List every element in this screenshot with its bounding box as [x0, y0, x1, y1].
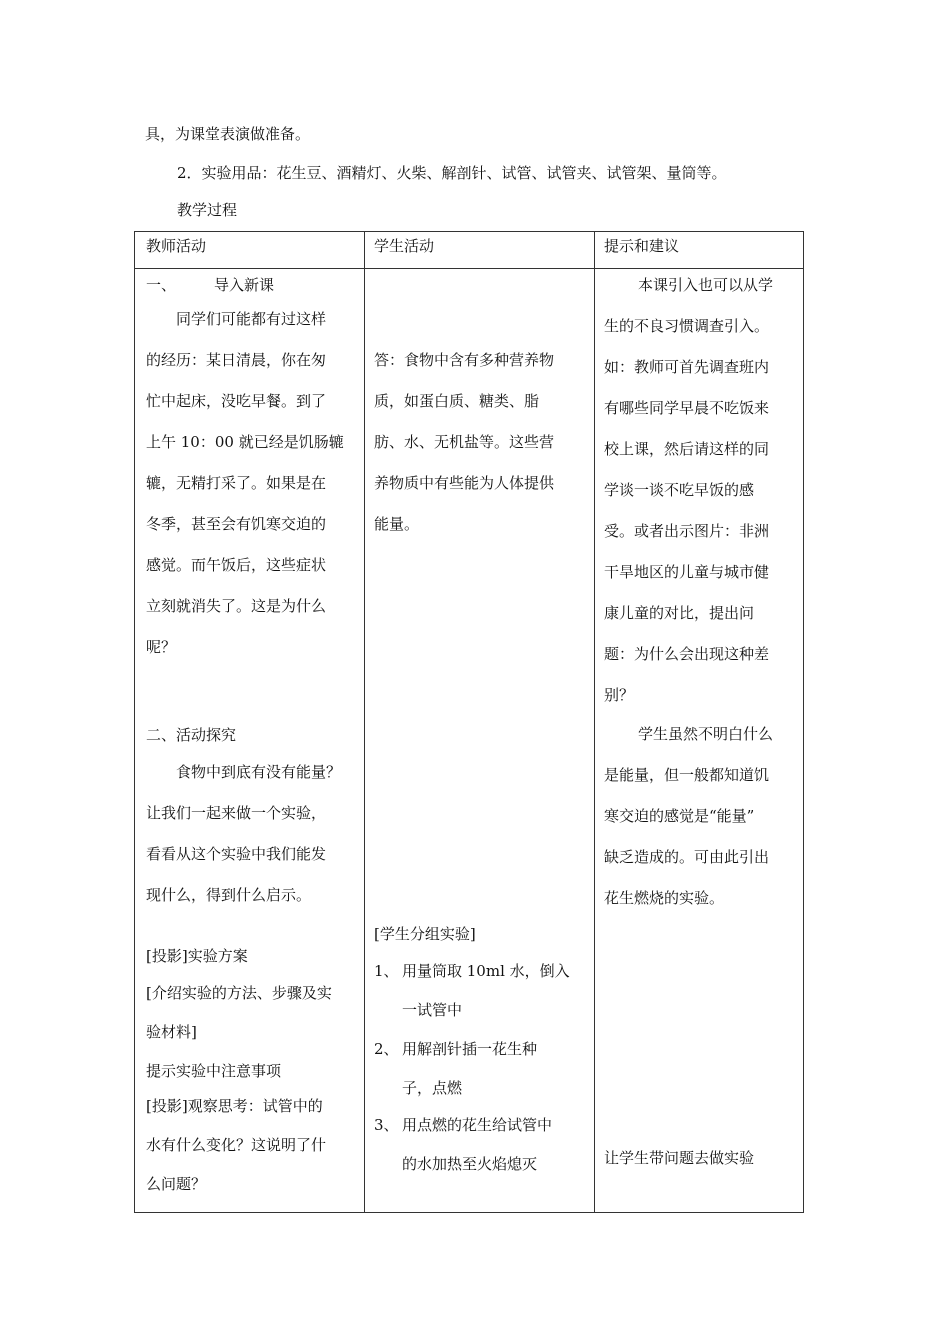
teacher-text-line: 让我们一起来做一个实验，: [146, 804, 327, 822]
header-divider: [135, 268, 803, 269]
column-divider: [364, 232, 365, 1212]
student-answer-line: 能量。: [374, 515, 420, 533]
teacher-text-line: 立刻就消失了。这是为什么: [146, 597, 327, 615]
student-answer-line: 养物质中有些能为人体提供: [374, 474, 555, 492]
tips-text-line: 校上课，然后请这样的同: [604, 440, 770, 458]
tips-text-line: 学生虽然不明白什么: [638, 725, 774, 743]
step-number: 1、: [374, 962, 399, 980]
teacher-text-line: 同学们可能都有过这样: [176, 310, 327, 328]
teacher-item-line: 么问题？: [146, 1175, 207, 1193]
teacher-text-line: 冬季，甚至会有饥寒交迫的: [146, 515, 327, 533]
tips-text-line: 学谈一谈不吃早饭的感: [604, 481, 755, 499]
tips-text-line: 受。或者出示图片：非洲: [604, 522, 770, 540]
header-student-activity: 学生活动: [374, 237, 435, 255]
step-text-line: 用点燃的花生给试管中: [402, 1116, 553, 1134]
intro-line-1: 具，为课堂表演做准备。: [145, 125, 311, 143]
tips-text-line: 康儿童的对比，提出问: [604, 604, 755, 622]
teacher-text-line: 看看从这个实验中我们能发: [146, 845, 327, 863]
header-tips: 提示和建议: [604, 237, 680, 255]
lesson-table: [134, 231, 804, 1213]
tips-text-line: 如：教师可首先调查班内: [604, 358, 770, 376]
step-text-line: 的水加热至火焰熄灭: [402, 1155, 538, 1173]
tips-text-line: 本课引入也可以从学: [638, 276, 774, 294]
tips-text-line: 让学生带问题去做实验: [604, 1149, 755, 1167]
student-answer-line: 质，如蛋白质、糖类、脂: [374, 392, 540, 410]
tips-text-line: 生的不良习惯调查引入。: [604, 317, 770, 335]
teacher-text-line: 忙中起床，没吃早餐。到了: [146, 392, 327, 410]
tips-text-line: 寒交迫的感觉是“能量”: [604, 807, 755, 825]
teacher-text-line: 辘，无精打采了。如果是在: [146, 474, 327, 492]
step-text-line: 一试管中: [402, 1001, 463, 1019]
section1-title: 导入新课: [214, 276, 275, 294]
teacher-text-line: 上午 10：00 就已经是饥肠辘: [146, 433, 344, 451]
header-teacher-activity: 教师活动: [146, 237, 207, 255]
tips-text-line: 有哪些同学早晨不吃饭来: [604, 399, 770, 417]
tips-text-line: 缺乏造成的。可由此引出: [604, 848, 770, 866]
step-text-line: 用量筒取 10ml 水，倒入: [402, 962, 570, 980]
intro-line-2: 2．实验用品：花生豆、酒精灯、火柴、解剖针、试管、试管夹、试管架、量筒等。: [177, 164, 727, 182]
tips-text-line: 干旱地区的儿童与城市健: [604, 563, 770, 581]
group-experiment-heading: [学生分组实验]: [374, 925, 476, 943]
teacher-text-line: 食物中到底有没有能量？: [176, 763, 342, 781]
teacher-text-line: 感觉。而午饭后，这些症状: [146, 556, 327, 574]
teacher-item-line: 提示实验中注意事项: [146, 1062, 282, 1080]
teacher-item-line: [投影]实验方案: [146, 947, 248, 965]
student-answer-line: 肪、水、无机盐等。这些营: [374, 433, 555, 451]
teacher-item-line: 验材料]: [146, 1023, 197, 1041]
student-answer-line: 答：食物中含有多种营养物: [374, 351, 555, 369]
tips-text-line: 花生燃烧的实验。: [604, 889, 725, 907]
teacher-text-line: 现什么，得到什么启示。: [146, 886, 312, 904]
teacher-item-line: [介绍实验的方法、步骤及实: [146, 984, 332, 1002]
teacher-text-line: 呢？: [146, 638, 177, 656]
step-text-line: 用解剖针插一花生种: [402, 1040, 538, 1058]
teacher-item-line: 水有什么变化？这说明了什: [146, 1136, 327, 1154]
step-text-line: 子，点燃: [402, 1079, 463, 1097]
teacher-item-line: [投影]观察思考：试管中的: [146, 1097, 323, 1115]
tips-text-line: 题：为什么会出现这种差: [604, 645, 770, 663]
column-divider: [594, 232, 595, 1212]
tips-text-line: 是能量，但一般都知道饥: [604, 766, 770, 784]
tips-text-line: 别？: [604, 686, 635, 704]
section1-number: 一、: [146, 276, 177, 294]
step-number: 2、: [374, 1040, 399, 1058]
teacher-text-line: 的经历：某日清晨，你在匆: [146, 351, 327, 369]
step-number: 3、: [374, 1116, 399, 1134]
intro-line-3: 教学过程: [177, 201, 238, 219]
section2-heading: 二、活动探究: [146, 726, 237, 744]
